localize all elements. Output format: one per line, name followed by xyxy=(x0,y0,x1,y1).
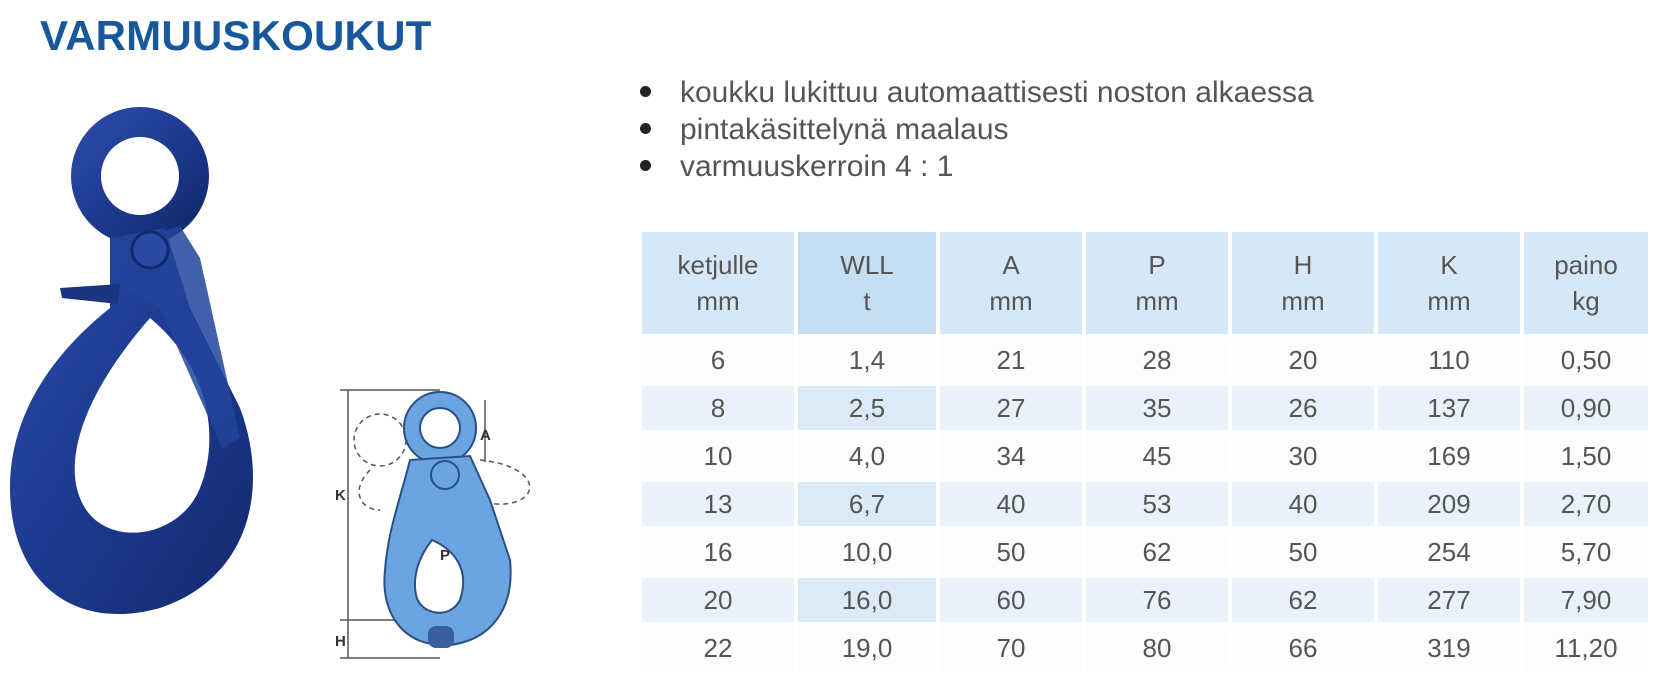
col-header-chain xyxy=(642,232,794,334)
header-unit: mm xyxy=(1281,286,1325,316)
hook-spec-table xyxy=(638,228,1652,674)
table-cell: 53 xyxy=(1086,482,1228,526)
safety-hook-photo xyxy=(0,108,280,648)
feature-text: varmuuskerroin 4 : 1 xyxy=(680,150,954,183)
table-row xyxy=(642,338,1648,382)
header-label: WLL xyxy=(840,250,894,280)
col-header-p xyxy=(1086,232,1228,334)
table-cell: 26 xyxy=(1232,386,1374,430)
header-label: ketjulle xyxy=(677,250,759,280)
table-cell: 34 xyxy=(940,434,1082,478)
bullet-dot-icon xyxy=(640,86,651,97)
table-cell: 50 xyxy=(940,530,1082,574)
label-a: A xyxy=(480,427,491,444)
feature-text: koukku lukittuu automaattisesti noston alkaessa xyxy=(680,76,1314,109)
table-cell: 277 xyxy=(1378,578,1520,622)
header-label: paino xyxy=(1554,250,1618,280)
table-cell: 8 xyxy=(642,386,794,430)
table-cell: 28 xyxy=(1086,338,1228,382)
header-unit: kg xyxy=(1572,286,1600,316)
header-unit: mm xyxy=(1427,286,1471,316)
header-label: K xyxy=(1440,250,1458,280)
bullet-dot-icon xyxy=(640,123,651,134)
table-cell: 4,0 xyxy=(798,434,936,478)
table-cell: 10,0 xyxy=(798,530,936,574)
table-cell: 70 xyxy=(940,626,1082,670)
table-row xyxy=(642,434,1648,478)
header-label: P xyxy=(1148,250,1166,280)
table-cell: 22 xyxy=(642,626,794,670)
table-cell: 110 xyxy=(1378,338,1520,382)
table-cell: 66 xyxy=(1232,626,1374,670)
table-cell: 254 xyxy=(1378,530,1520,574)
table-cell: 13 xyxy=(642,482,794,526)
table-cell: 16 xyxy=(642,530,794,574)
table-cell: 6,7 xyxy=(798,482,936,526)
feature-item xyxy=(636,111,1314,148)
bullet-dot-icon xyxy=(640,160,651,171)
table-row xyxy=(642,530,1648,574)
table-row xyxy=(642,578,1648,622)
table-cell: 21 xyxy=(940,338,1082,382)
col-header-wll xyxy=(798,232,936,334)
table-cell: 209 xyxy=(1378,482,1520,526)
table-cell: 319 xyxy=(1378,626,1520,670)
label-p: P xyxy=(440,547,451,564)
table-cell: 10 xyxy=(642,434,794,478)
table-cell: 2,5 xyxy=(798,386,936,430)
table-cell: 169 xyxy=(1378,434,1520,478)
col-header-k xyxy=(1378,232,1520,334)
table-header-row xyxy=(642,232,1648,334)
header-unit: t xyxy=(863,286,871,316)
table-row xyxy=(642,386,1648,430)
table-cell: 30 xyxy=(1232,434,1374,478)
table-cell: 20 xyxy=(642,578,794,622)
label-h: H xyxy=(335,633,346,650)
header-unit: mm xyxy=(989,286,1033,316)
table-cell: 45 xyxy=(1086,434,1228,478)
table-row xyxy=(642,482,1648,526)
col-header-a xyxy=(940,232,1082,334)
hook-dimension-drawing xyxy=(335,390,580,690)
table-cell: 7,90 xyxy=(1524,578,1648,622)
table-cell: 20 xyxy=(1232,338,1374,382)
header-label: H xyxy=(1293,250,1313,280)
col-header-h xyxy=(1232,232,1374,334)
feature-item xyxy=(636,148,1314,185)
table-cell: 5,70 xyxy=(1524,530,1648,574)
feature-list xyxy=(636,74,1314,185)
table-cell: 137 xyxy=(1378,386,1520,430)
table-cell: 50 xyxy=(1232,530,1374,574)
table-cell: 19,0 xyxy=(798,626,936,670)
page-title: VARMUUSKOUKUT xyxy=(40,12,432,59)
table-cell: 35 xyxy=(1086,386,1228,430)
header-label: A xyxy=(1002,250,1020,280)
table-cell: 11,20 xyxy=(1524,626,1648,670)
table-cell: 0,50 xyxy=(1524,338,1648,382)
table-cell: 62 xyxy=(1086,530,1228,574)
table-cell: 1,4 xyxy=(798,338,936,382)
col-header-weight xyxy=(1524,232,1648,334)
table-cell: 62 xyxy=(1232,578,1374,622)
table-cell: 6 xyxy=(642,338,794,382)
table-cell: 2,70 xyxy=(1524,482,1648,526)
table-cell: 1,50 xyxy=(1524,434,1648,478)
table-cell: 40 xyxy=(940,482,1082,526)
table-cell: 60 xyxy=(940,578,1082,622)
header-unit: mm xyxy=(1135,286,1179,316)
table-cell: 80 xyxy=(1086,626,1228,670)
table-row xyxy=(642,626,1648,670)
table-cell: 40 xyxy=(1232,482,1374,526)
label-k: K xyxy=(335,487,346,504)
header-unit: mm xyxy=(696,286,740,316)
table-cell: 27 xyxy=(940,386,1082,430)
table-cell: 16,0 xyxy=(798,578,936,622)
feature-item xyxy=(636,74,1314,111)
table-cell: 0,90 xyxy=(1524,386,1648,430)
feature-text: pintakäsittelynä maalaus xyxy=(680,113,1009,146)
table-cell: 76 xyxy=(1086,578,1228,622)
